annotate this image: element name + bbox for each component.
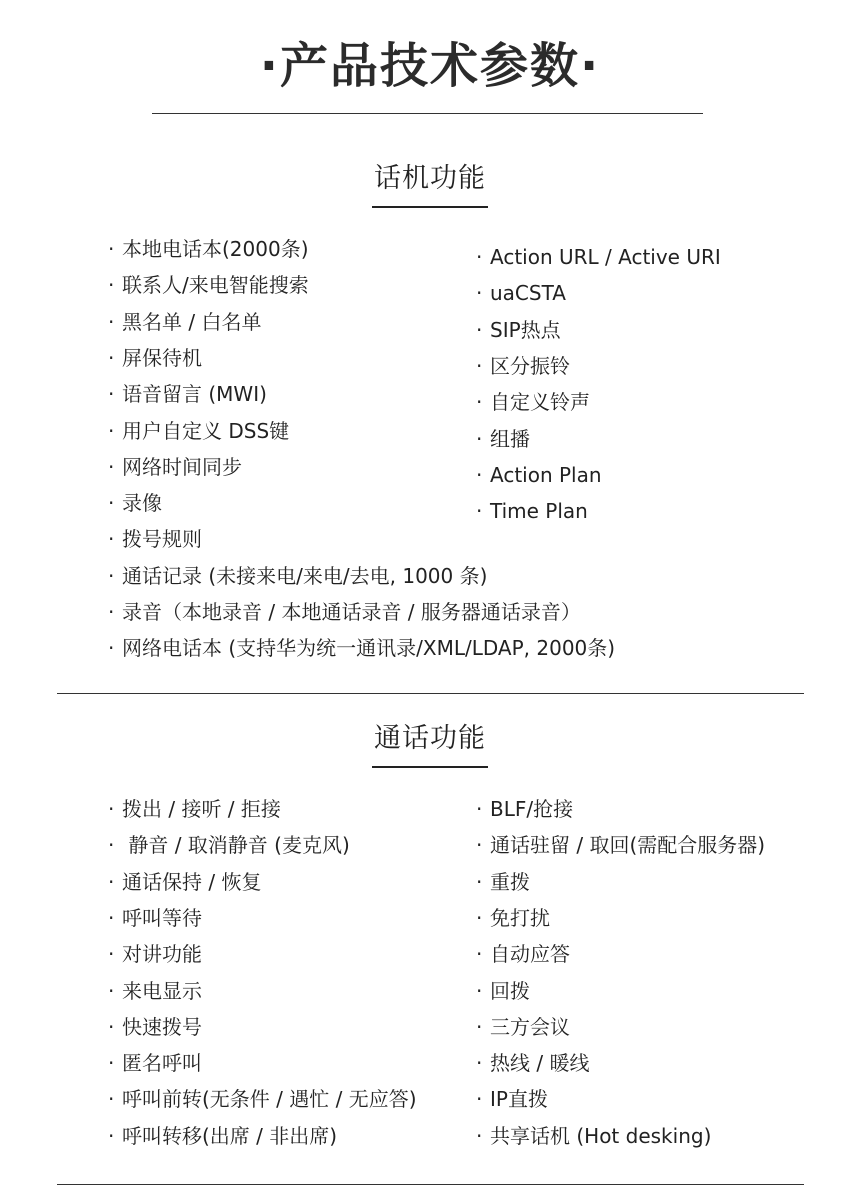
bullet-icon: · <box>108 869 115 894</box>
feature-list-item <box>108 830 350 860</box>
feature-label: 屏保待机 <box>122 345 202 370</box>
feature-list-item <box>476 867 530 897</box>
feature-label: 通话保持 / 恢复 <box>122 869 262 894</box>
feature-list-item <box>108 903 202 933</box>
feature-label: 快速拨号 <box>122 1014 202 1039</box>
feature-list-item <box>476 387 590 417</box>
feature-list-item <box>108 976 202 1006</box>
feature-list-item <box>108 867 261 897</box>
bullet-icon: · <box>476 1123 483 1148</box>
feature-list-item <box>108 416 289 446</box>
feature-label: 自定义铃声 <box>490 390 590 415</box>
bullet-icon: · <box>108 382 115 407</box>
bullet-icon: · <box>476 245 483 269</box>
feature-list-item <box>476 939 570 969</box>
feature-label: 本地电话本(2000条) <box>122 237 309 261</box>
feature-label: 重拨 <box>490 869 530 894</box>
feature-list-item <box>476 496 588 526</box>
feature-list-item <box>476 424 530 454</box>
feature-list-item <box>108 234 309 264</box>
feature-label: 呼叫等待 <box>122 905 202 930</box>
section-title-phone-features: 话机功能 <box>374 163 486 194</box>
section-underline <box>372 766 488 768</box>
feature-label: 回拨 <box>490 978 530 1003</box>
feature-label: 录音（本地录音 / 本地通话录音 / 服务器通话录音） <box>122 600 581 624</box>
feature-label: 共享话机 (Hot desking) <box>490 1123 712 1148</box>
bullet-icon: · <box>108 1087 115 1112</box>
feature-list-item <box>108 524 202 554</box>
section-title-call-features: 通话功能 <box>374 723 486 754</box>
feature-list-item <box>108 1121 337 1151</box>
feature-label: 自动应答 <box>490 942 570 967</box>
feature-list-item <box>108 1048 202 1078</box>
bullet-icon: · <box>476 390 483 415</box>
bullet-icon: · <box>476 281 483 306</box>
bullet-icon: · <box>476 353 483 378</box>
bullet-icon: · <box>108 1014 115 1039</box>
bullet-icon: · <box>476 426 483 451</box>
feature-label: 通话驻留 / 取回(需配合服务器) <box>490 833 766 858</box>
feature-label: 三方会议 <box>490 1014 570 1039</box>
bullet-icon: · <box>476 317 483 342</box>
title-divider <box>152 113 703 114</box>
feature-list-item <box>476 1084 548 1114</box>
feature-list-item <box>108 452 242 482</box>
bullet-icon: · <box>108 978 115 1003</box>
feature-label: uaCSTA <box>490 281 566 306</box>
bullet-icon: · <box>476 462 483 487</box>
feature-list-item <box>108 379 267 409</box>
bullet-icon: · <box>476 1087 483 1112</box>
feature-list-item <box>108 1012 202 1042</box>
bullet-icon: · <box>476 1014 483 1039</box>
feature-list-item <box>476 1012 570 1042</box>
feature-label: 区分振铃 <box>490 353 570 378</box>
bullet-icon: · <box>476 869 483 894</box>
feature-list-item <box>108 794 281 824</box>
feature-list-item <box>476 830 765 860</box>
feature-label: 联系人/来电智能搜索 <box>122 273 309 298</box>
feature-label: 来电显示 <box>122 978 202 1003</box>
feature-label: BLF/抢接 <box>490 797 574 821</box>
feature-list-item <box>108 1084 417 1114</box>
feature-list-item <box>476 315 561 345</box>
bullet-icon: · <box>108 797 115 821</box>
bullet-icon: · <box>108 942 115 967</box>
feature-label: 拨号规则 <box>122 527 202 552</box>
bullet-icon: · <box>108 345 115 370</box>
bullet-icon: · <box>108 309 115 334</box>
feature-list-item <box>108 561 487 591</box>
feature-label: 网络时间同步 <box>122 454 242 479</box>
bullet-icon: · <box>108 418 115 443</box>
bullet-icon: · <box>476 978 483 1003</box>
bullet-icon: · <box>108 563 115 588</box>
feature-list-item <box>108 343 202 373</box>
section-underline <box>372 206 488 208</box>
bullet-icon: · <box>108 237 115 261</box>
bullet-icon: · <box>108 1123 115 1148</box>
feature-label: 语音留言 (MWI) <box>122 382 267 407</box>
feature-list-item <box>476 351 570 381</box>
feature-list-item <box>476 1121 711 1151</box>
bullet-icon: · <box>476 1051 483 1076</box>
section-divider <box>57 693 804 694</box>
feature-list-item <box>476 242 721 272</box>
bullet-icon: · <box>108 1051 115 1076</box>
feature-label: 呼叫转移(出席 / 非出席) <box>122 1123 338 1148</box>
feature-list-item <box>476 1048 589 1078</box>
feature-label: 热线 / 暖线 <box>490 1051 590 1076</box>
bullet-icon: · <box>108 636 115 661</box>
feature-list-item <box>108 633 615 663</box>
feature-label: 静音 / 取消静音 (麦克风) <box>122 833 350 858</box>
feature-label: Action Plan <box>490 462 602 487</box>
bullet-icon: · <box>108 454 115 479</box>
feature-label: IP直拨 <box>490 1087 548 1112</box>
bullet-icon: · <box>476 499 483 524</box>
feature-label: 免打扰 <box>490 905 550 930</box>
feature-label: 拨出 / 接听 / 拒接 <box>122 797 281 821</box>
feature-label: 匿名呼叫 <box>122 1051 202 1076</box>
feature-list-item <box>108 488 162 518</box>
feature-list-item <box>476 278 566 308</box>
bullet-icon: · <box>476 942 483 967</box>
feature-list-item <box>476 460 602 490</box>
feature-list-item <box>476 903 550 933</box>
bullet-icon: · <box>108 905 115 930</box>
feature-label: 用户自定义 DSS键 <box>122 418 290 443</box>
feature-list-item <box>108 597 581 627</box>
feature-label: 对讲功能 <box>122 942 202 967</box>
bullet-icon: · <box>476 797 483 821</box>
bullet-icon: · <box>108 273 115 298</box>
bullet-icon: · <box>108 833 115 858</box>
feature-list-item <box>108 270 309 300</box>
feature-list-item <box>476 976 530 1006</box>
bullet-icon: · <box>108 600 115 624</box>
page-title: ·产品技术参数· <box>259 38 601 94</box>
bullet-icon: · <box>108 527 115 552</box>
feature-list-item <box>476 794 573 824</box>
feature-label: 黑名单 / 白名单 <box>122 309 262 334</box>
bullet-icon: · <box>108 491 115 516</box>
feature-label: 通话记录 (未接来电/来电/去电, 1000 条) <box>122 563 488 588</box>
feature-label: SIP热点 <box>490 317 561 342</box>
bullet-icon: · <box>476 905 483 930</box>
feature-label: 组播 <box>490 426 530 451</box>
bullet-icon: · <box>476 833 483 858</box>
feature-list-item <box>108 939 202 969</box>
feature-label: 呼叫前转(无条件 / 遇忙 / 无应答) <box>122 1087 417 1112</box>
feature-label: Time Plan <box>490 499 588 524</box>
feature-list-item <box>108 307 261 337</box>
feature-label: 网络电话本 (支持华为统一通讯录/XML/LDAP, 2000条) <box>122 636 616 661</box>
feature-label: Action URL / Active URI <box>490 245 721 269</box>
feature-label: 录像 <box>122 491 162 516</box>
